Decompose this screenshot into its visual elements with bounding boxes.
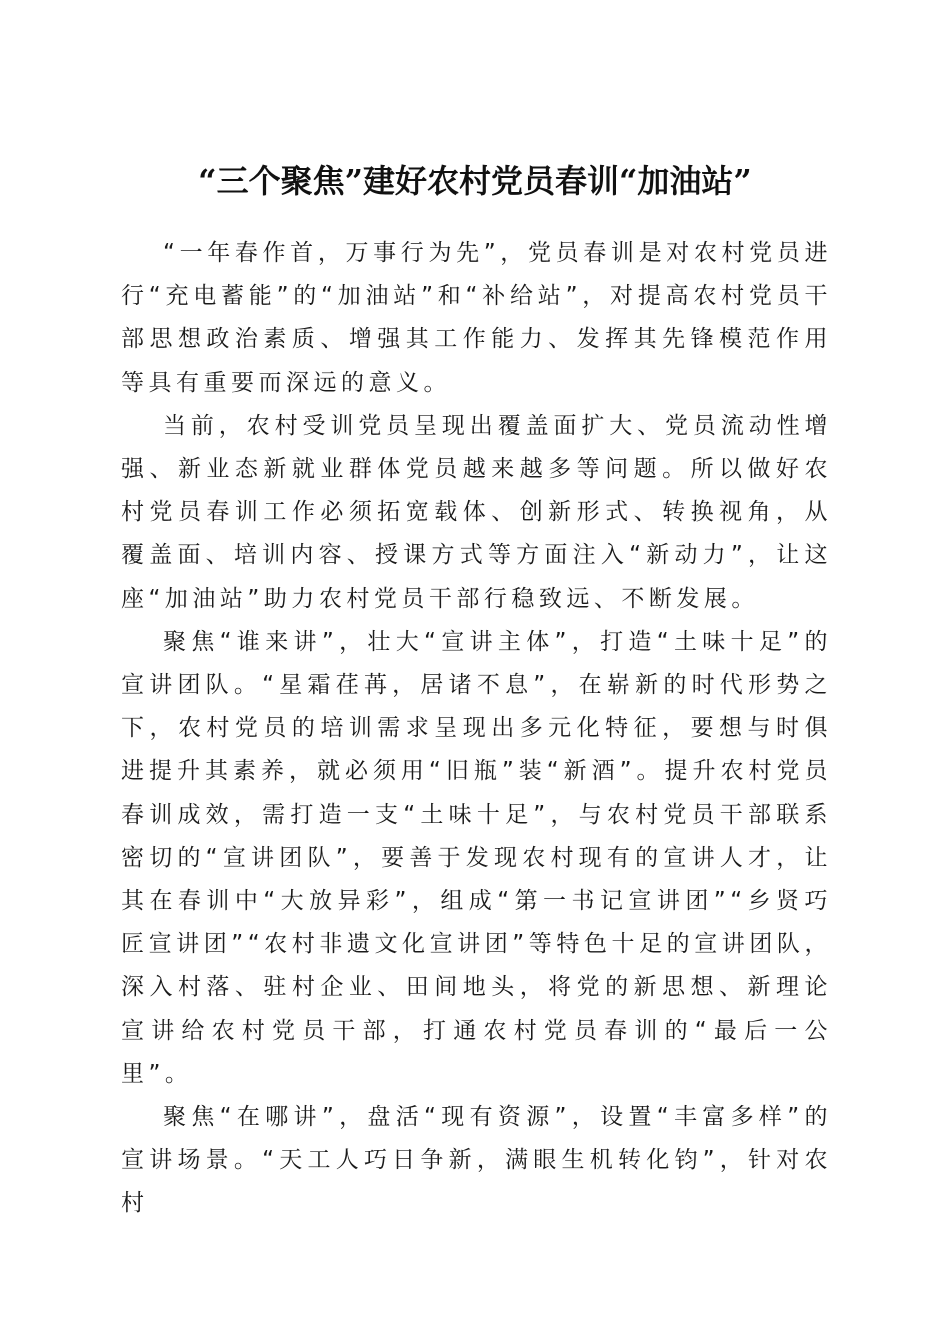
paragraph-intro: “一年春作首，万事行为先”，党员春训是对农村党员进行“充电蓄能”的“加油站”和“补给站”，对提高农村党员干部思想政治素质、增强其工作能力、发挥其先锋模范作用等具有重要而深远的意义。 (121, 240, 832, 396)
paragraph-current-situation: 当前，农村受训党员呈现出覆盖面扩大、党员流动性增强、新业态新就业群体党员越来越多等问题。所以做好农村党员春训工作必须拓宽载体、创新形式、转换视角，从覆盖面、培训内容、授课方式等方面注入“新动力”，让这座“加油站”助力农村党员干部行稳致远、不断发展。 (121, 412, 832, 612)
document-body (121, 232, 832, 1226)
paragraph-who-speaks: 聚焦“谁来讲”，壮大“宣讲主体”，打造“土味十足”的宣讲团队。“星霜荏苒，居诸不息”，在崭新的时代形势之下，农村党员的培训需求呈现出多元化特征，要想与时俱进提升其素养，就必须用“旧瓶”装“新酒”。提升农村党员春训成效，需打造一支“土味十足”，与农村党员干部联系密切的“宣讲团队”，要善于发现农村现有的宣讲人才，让其在春训中“大放异彩”，组成“第一书记宣讲团”“乡贤巧匠宣讲团”“农村非遗文化宣讲团”等特色十足的宣讲团队，深入村落、驻村企业、田间地头，将党的新思想、新理论宣讲给农村党员干部，打通农村党员春训的“最后一公里”。 (121, 628, 832, 1087)
paragraph-where-speaks: 聚焦“在哪讲”，盘活“现有资源”，设置“丰富多样”的宣讲场景。“天工人巧日争新，满眼生机转化钧”，针对农村 (121, 1104, 832, 1217)
document-title: “三个聚焦”建好农村党员春训“加油站” (198, 162, 752, 201)
